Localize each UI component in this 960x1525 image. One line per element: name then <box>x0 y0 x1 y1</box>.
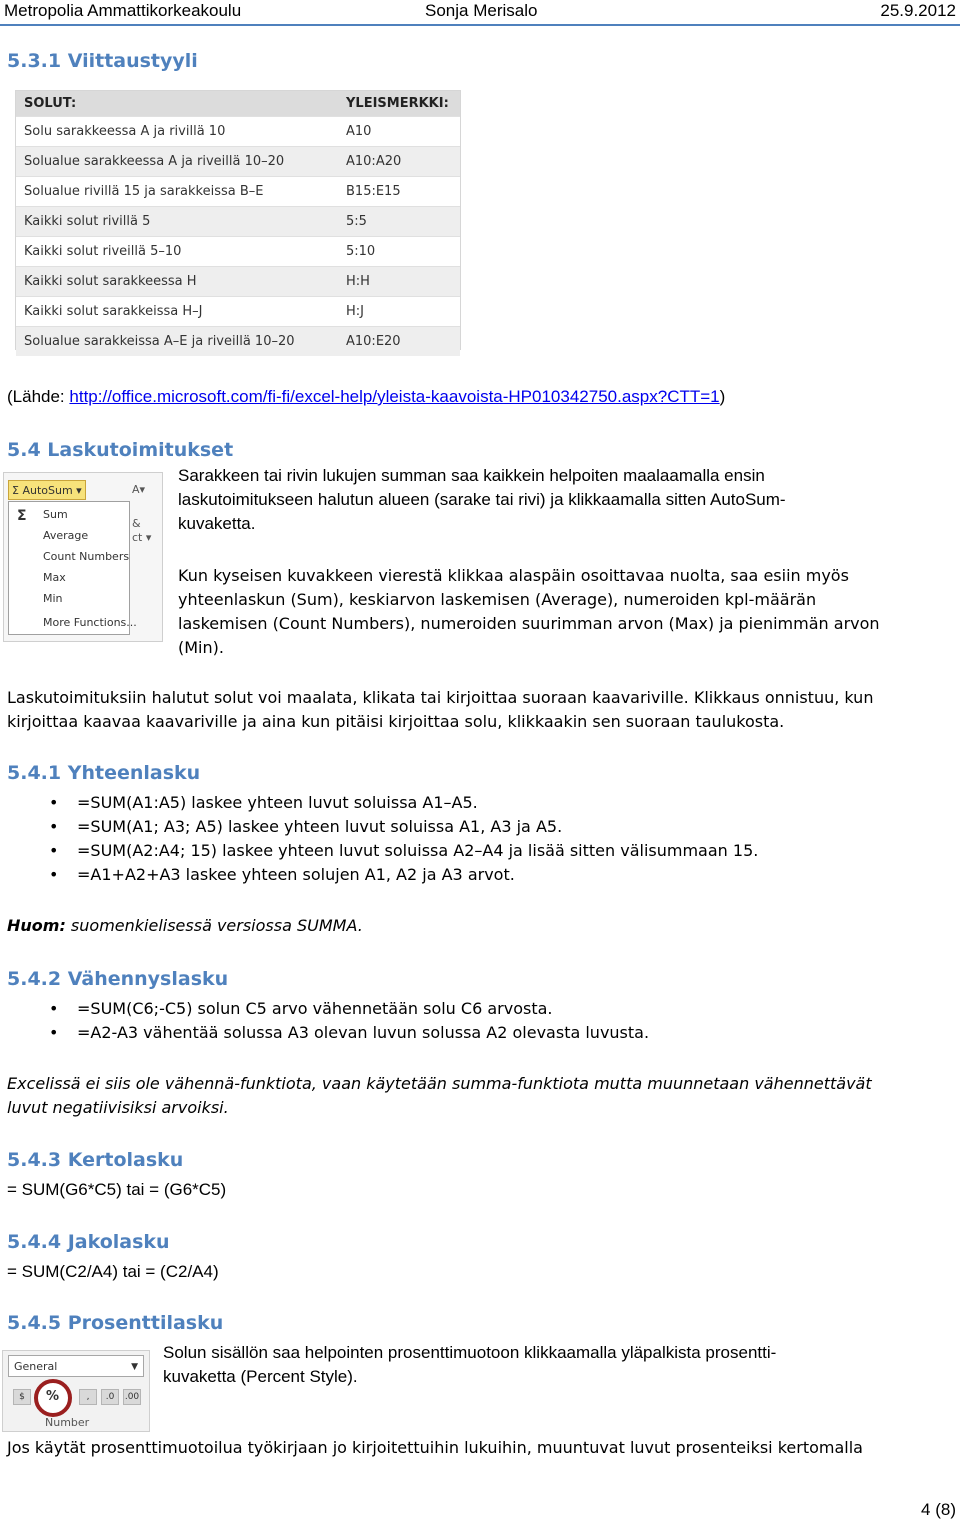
table-cell: B15:E15 <box>346 184 401 199</box>
autosum-menu-image <box>3 472 163 642</box>
text-line: luvut negatiivisiksi arvoiksi. <box>7 1098 229 1117</box>
note-text: suomenkielisessä versiossa SUMMA. <box>65 916 363 935</box>
table-cell: A10:E20 <box>346 334 401 349</box>
source-link[interactable]: http://office.microsoft.com/fi-fi/excel-help/yleista-kaavoista-HP010342750.aspx?CTT=1 <box>69 387 720 406</box>
number-format-select <box>8 1355 144 1377</box>
text-line: Excelissä ei siis ole vähennä-funktiota, vaan käytetään summa-funktiota mutta muunnetaan vähennettävät <box>7 1074 872 1093</box>
text-line: (Min). <box>178 638 224 657</box>
number-group-image <box>2 1350 150 1432</box>
decrease-decimal-icon: .00 <box>123 1389 141 1405</box>
source-suffix: ) <box>719 387 726 406</box>
table-row <box>16 176 460 206</box>
text-line: laskemisen (Count Numbers), numeroiden suurimman arvon (Max) ja pienimmän arvon <box>178 614 880 633</box>
text-line: kuvaketta (Percent Style). <box>163 1367 358 1386</box>
page-number: 4 (8) <box>921 1500 956 1519</box>
note-subtraction <box>7 1072 872 1120</box>
header-author: Sonja Merisalo <box>425 1 538 20</box>
paragraph-percent <box>163 1341 776 1389</box>
paragraph-percent-existing: Jos käytät prosenttimuotoilua työkirjaan jo kirjoitettuihin lukuihin, muuntuvat luvut prosenteiksi kertomalla <box>7 1438 863 1457</box>
heading-5-4: 5.4 Laskutoimitukset <box>7 439 234 461</box>
menu-item-max: Max <box>43 571 66 584</box>
table-row <box>16 146 460 176</box>
menu-item-count-numbers: Count Numbers <box>43 550 130 563</box>
table-cell: Kaikki solut sarakkeissa H–J <box>24 304 203 319</box>
table-cell: 5:10 <box>346 244 376 259</box>
percent-icon: % <box>46 1389 60 1404</box>
table-header-cells: SOLUT: <box>24 96 77 111</box>
source-prefix: (Lähde: <box>7 387 70 406</box>
table-header-reference: YLEISMERKKI: <box>346 96 449 111</box>
header-org: Metropolia Ammattikorkeakoulu <box>4 1 242 20</box>
text-line: Sarakkeen tai rivin lukujen summan saa kaikkein helpoiten maalaamalla ensin <box>178 466 765 485</box>
table-cell: H:H <box>346 274 370 289</box>
ribbon-filler-icon: & <box>132 517 141 530</box>
table-row <box>16 116 460 146</box>
comma-style-icon: , <box>79 1389 97 1405</box>
text-line: Kun kyseisen kuvakkeen vierestä klikkaa alaspäin osoittavaa nuolta, saa esiin myös <box>178 566 849 585</box>
increase-decimal-icon: .0 <box>101 1389 119 1405</box>
paragraph-cells <box>7 686 873 734</box>
menu-item-more-functions: More Functions... <box>43 616 137 629</box>
table-cell: Kaikki solut riveillä 5–10 <box>24 244 182 259</box>
table-cell: 5:5 <box>346 214 367 229</box>
table-cell: Solualue sarakkeissa A–E ja riveillä 10–20 <box>24 334 295 349</box>
percent-highlight-circle <box>34 1379 72 1417</box>
list-item: • =A1+A2+A3 laskee yhteen solujen A1, A2 ja A3 arvot. <box>7 863 758 887</box>
note-label: Huom: <box>7 916 66 935</box>
menu-item-sum: Sum <box>43 508 68 521</box>
chevron-down-icon: ▼ <box>131 1362 138 1372</box>
sigma-icon: Σ <box>17 508 27 524</box>
paragraph-dropdown <box>178 564 880 660</box>
table-cell: Solualue sarakkeessa A ja riveillä 10–20 <box>24 154 285 169</box>
menu-item-min: Min <box>43 592 63 605</box>
list-item: • =SUM(A2:A4; 15) laskee yhteen luvut soluissa A2–A4 ja lisää sitten välisummaan 15. <box>7 839 758 863</box>
table-cell: A10 <box>346 124 372 139</box>
table-row <box>16 296 460 326</box>
sum-examples-list <box>7 791 758 887</box>
division-formula: = SUM(C2/A4) tai = (C2/A4) <box>7 1262 219 1281</box>
table-cell: Solualue rivillä 15 ja sarakkeissa B–E <box>24 184 264 199</box>
heading-5-4-2: 5.4.2 Vähennyslasku <box>7 968 229 990</box>
reference-style-table <box>15 90 461 350</box>
table-cell: A10:A20 <box>346 154 402 169</box>
list-item: • =A2-A3 vähentää solussa A3 olevan luvun solussa A2 olevasta luvusta. <box>7 1021 649 1045</box>
text-line: Solun sisällön saa helpointen prosenttimuotoon klikkaamalla yläpalkista prosentti- <box>163 1343 777 1362</box>
table-row <box>16 236 460 266</box>
paragraph-autosum <box>178 464 786 536</box>
note-summa <box>7 914 363 938</box>
source-line <box>7 385 725 409</box>
heading-5-4-4: 5.4.4 Jakolasku <box>7 1231 170 1253</box>
ribbon-filler-icon: ct ▾ <box>132 531 152 544</box>
heading-5-4-3: 5.4.3 Kertolasku <box>7 1149 184 1171</box>
header-date: 25.9.2012 <box>880 1 956 20</box>
ribbon-sort-icon: A▾ <box>132 483 146 496</box>
multiplication-formula: = SUM(G6*C5) tai = (G6*C5) <box>7 1180 227 1199</box>
table-cell: Solu sarakkeessa A ja rivillä 10 <box>24 124 226 139</box>
table-cell: Kaikki solut sarakkeessa H <box>24 274 197 289</box>
header-rule <box>0 24 960 26</box>
table-row <box>16 206 460 236</box>
number-format-value: General <box>14 1360 58 1373</box>
autosum-dropdown <box>8 501 137 635</box>
list-item: • =SUM(C6;-C5) solun C5 arvo vähennetään solu C6 arvosta. <box>7 997 649 1021</box>
table-header-row <box>16 91 460 116</box>
table-row <box>16 266 460 296</box>
autosum-button: Σ AutoSum ▾ <box>8 480 86 500</box>
table-cell: Kaikki solut rivillä 5 <box>24 214 151 229</box>
heading-5-3-1: 5.3.1 Viittaustyyli <box>7 50 198 72</box>
autosum-button-label: AutoSum <box>22 484 73 497</box>
text-line: yhteenlaskun (Sum), keskiarvon laskemisen (Average), numeroiden kpl-määrän <box>178 590 817 609</box>
table-row <box>16 326 460 356</box>
text-line: kuvaketta. <box>178 514 256 533</box>
list-item: • =SUM(A1:A5) laskee yhteen luvut soluissa A1–A5. <box>7 791 758 815</box>
menu-item-average: Average <box>43 529 89 542</box>
currency-icon: $ <box>13 1389 31 1405</box>
text-line: laskutoimitukseen halutun alueen (sarake tai rivi) ja klikkaamalla sitten AutoSum- <box>178 490 786 509</box>
text-line: kirjoittaa kaavaa kaavariville ja aina kun pitäisi kirjoittaa solu, klikkaakin sen suoraan taulukosta. <box>7 712 785 731</box>
table-cell: H:J <box>346 304 364 319</box>
number-group-label: Number <box>45 1416 90 1429</box>
heading-5-4-5: 5.4.5 Prosenttilasku <box>7 1312 224 1334</box>
list-item: • =SUM(A1; A3; A5) laskee yhteen luvut soluissa A1, A3 ja A5. <box>7 815 758 839</box>
subtraction-examples-list <box>7 997 649 1045</box>
text-line: Laskutoimituksiin halutut solut voi maalata, klikata tai kirjoittaa suoraan kaavariville. Klikkaus onnistuu, kun <box>7 688 874 707</box>
heading-5-4-1: 5.4.1 Yhteenlasku <box>7 762 201 784</box>
